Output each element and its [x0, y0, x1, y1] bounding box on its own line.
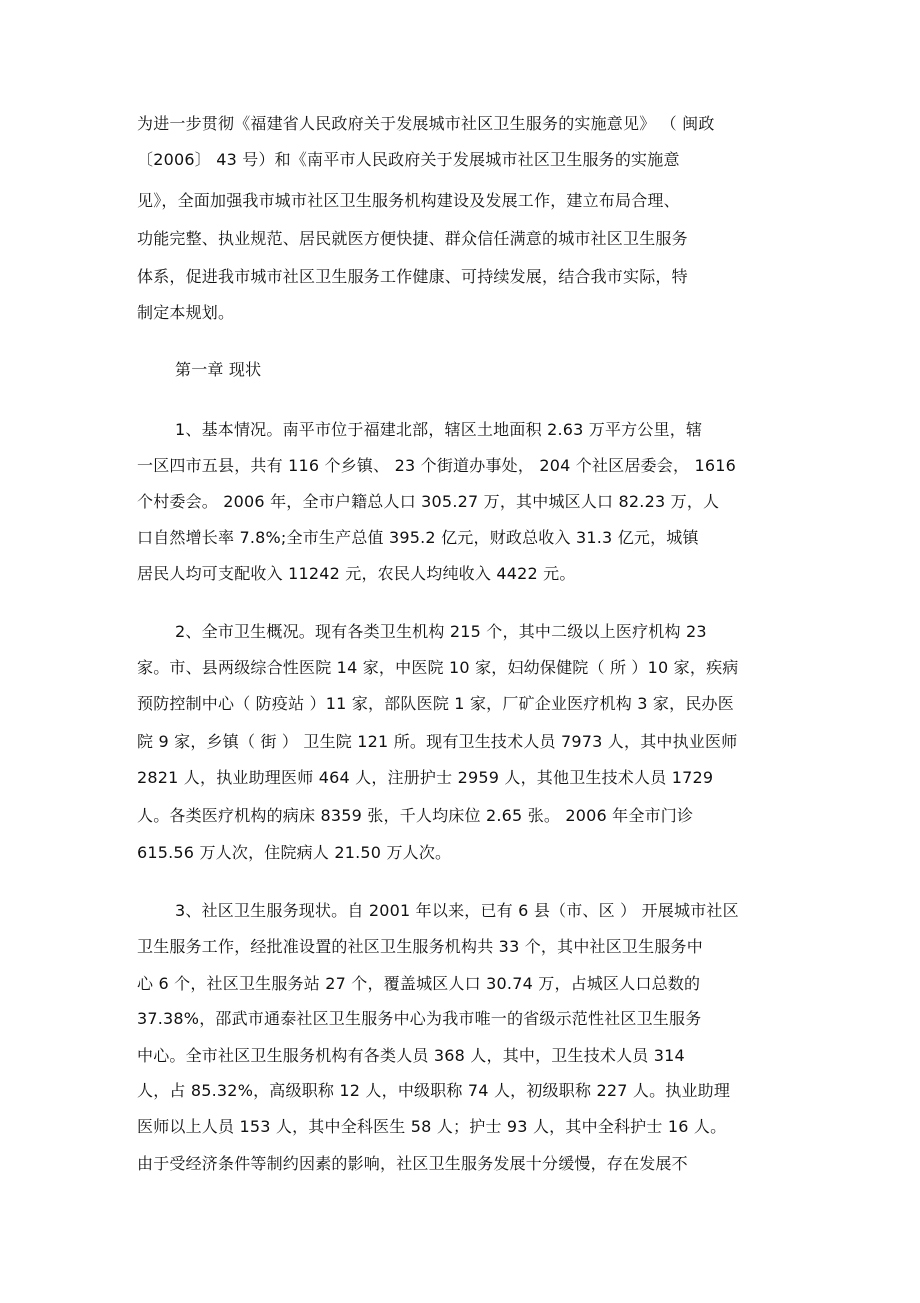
intro-line: 体系，促进我市城市社区卫生服务工作健康、可持续发展，结合我市实际，特 [137, 267, 688, 286]
intro-line: 制定本规划。 [137, 303, 235, 322]
section2-line: 2、全市卫生概况。现有各类卫生机构 215 个，其中二级以上医疗机构 23 [175, 622, 707, 641]
intro-line: 〔2006〕 43 号）和《南平市人民政府关于发展城市社区卫生服务的实施意 [137, 150, 680, 169]
section3-line: 由于受经济条件等制约因素的影响，社区卫生服务发展十分缓慢，存在发展不 [137, 1154, 688, 1173]
section2-line: 家。市、县两级综合性医院 14 家，中医院 10 家，妇幼保健院（ 所 ）10 家，疾病 [137, 658, 739, 677]
chapter-title: 第一章 现状 [175, 360, 262, 379]
section1-line: 1、基本情况。南平市位于福建北部，辖区土地面积 2.63 万平方公里，辖 [175, 420, 703, 439]
section2-line: 人。各类医疗机构的病床 8359 张，千人均床位 2.65 张。 2006 年全市门诊 [137, 806, 694, 825]
section3-line: 3、社区卫生服务现状。自 2001 年以来，已有 6 县（市、区 ） 开展城市社区 [175, 901, 739, 920]
section2-line: 615.56 万人次，住院病人 21.50 万人次。 [137, 843, 452, 862]
section3-line: 37.38%，邵武市通泰社区卫生服务中心为我市唯一的省级示范性社区卫生服务 [137, 1009, 702, 1028]
section3-line: 医师以上人员 153 人，其中全科医生 58 人；护士 93 人，其中全科护士 16 人。 [137, 1117, 727, 1136]
section3-line: 中心。全市社区卫生服务机构有各类人员 368 人，其中，卫生技术人员 314 [137, 1046, 685, 1065]
section1-line: 一区四市五县，共有 116 个乡镇、 23 个街道办事处， 204 个社区居委会， 1616 [137, 456, 736, 475]
section3-line: 心 6 个，社区卫生服务站 27 个，覆盖城区人口 30.74 万，占城区人口总数的 [137, 974, 701, 993]
section2-line: 预防控制中心（ 防疫站 ）11 家，部队医院 1 家，厂矿企业医疗机构 3 家，民办医 [137, 694, 734, 713]
intro-line: 为进一步贯彻《福建省人民政府关于发展城市社区卫生服务的实施意见》 （ 闽政 [137, 114, 715, 133]
section2-line: 2821 人，执业助理医师 464 人，注册护士 2959 人，其他卫生技术人员 1729 [137, 768, 714, 787]
section1-line: 口自然增长率 7.8%;全市生产总值 395.2 亿元，财政总收入 31.3 亿元，城镇 [137, 528, 699, 547]
section3-line: 人，占 85.32%，高级职称 12 人，中级职称 74 人，初级职称 227 人。执业助理 [137, 1081, 731, 1100]
section1-line: 居民人均可支配收入 11242 元，农民人均纯收入 4422 元。 [137, 564, 576, 583]
section2-line: 院 9 家，乡镇（ 街 ） 卫生院 121 所。现有卫生技术人员 7973 人，其中执业医师 [137, 732, 738, 751]
section3-line: 卫生服务工作，经批准设置的社区卫生服务机构共 33 个，其中社区卫生服务中 [137, 937, 703, 956]
intro-line: 功能完整、执业规范、居民就医方便快捷、群众信任满意的城市社区卫生服务 [137, 229, 688, 248]
section1-line: 个村委会。 2006 年，全市户籍总人口 305.27 万，其中城区人口 82.23 万，人 [137, 492, 720, 511]
intro-line: 见》，全面加强我市城市社区卫生服务机构建设及发展工作，建立布局合理、 [137, 191, 680, 210]
